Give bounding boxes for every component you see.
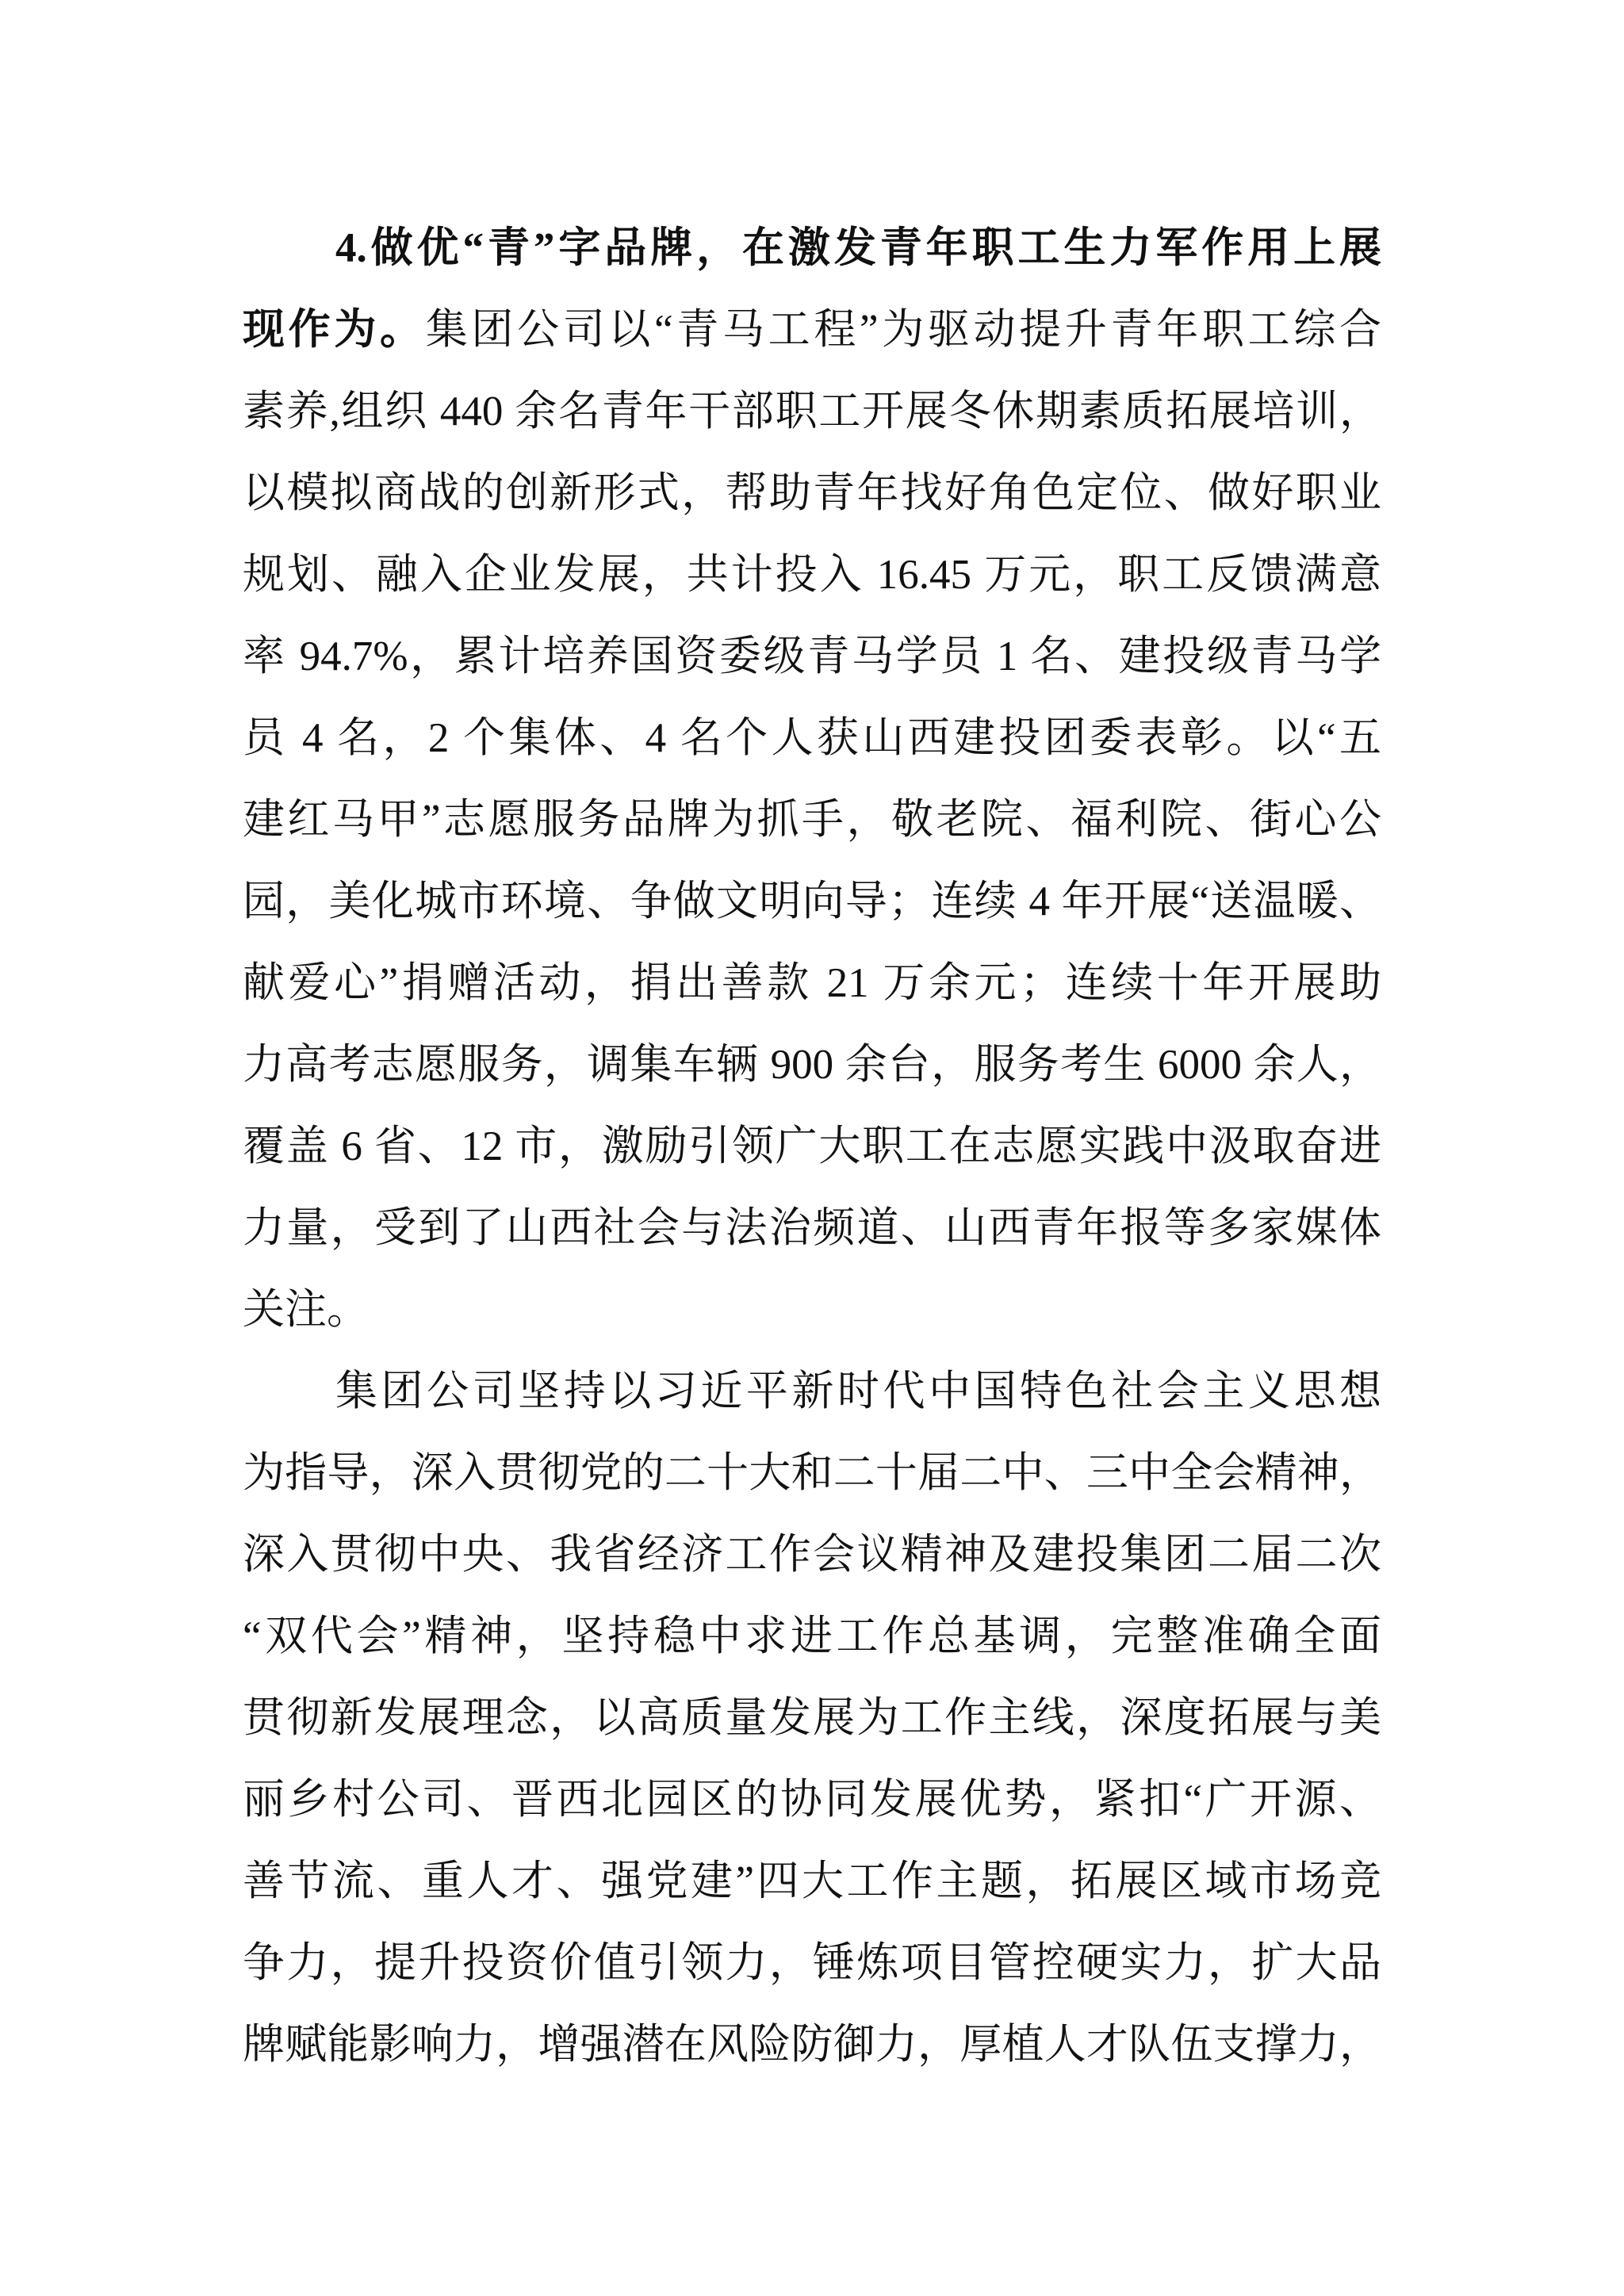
text-segment: 率 94.7%，累计培养国资委级青马学员 1 名、建投级青马学 — [243, 633, 1381, 679]
text-line — [243, 208, 1381, 289]
text-line — [243, 2004, 1381, 2086]
text-segment: 争力，提升投资价值引领力，锤炼项目管控硬实力，扩大品 — [243, 1940, 1381, 1986]
text-line — [243, 1678, 1381, 1759]
text-line — [243, 1433, 1381, 1514]
text-line — [243, 1759, 1381, 1841]
text-segment: 力量，受到了山西社会与法治频道、山西青年报等多家媒体 — [243, 1205, 1381, 1251]
text-segment: 力高考志愿服务，调集车辆 900 余台，服务考生 6000 余人， — [243, 1042, 1381, 1088]
text-line — [243, 698, 1381, 779]
text-segment: 善节流、重人才、强党建”四大工作主题，拓展区域市场竞 — [243, 1858, 1381, 1904]
text-segment: 深入贯彻中央、我省经济工作会议精神及建投集团二届二次 — [243, 1532, 1381, 1578]
text-line — [243, 289, 1381, 371]
text-segment: 员 4 名，2 个集体、4 名个人获山西建投团委表彰。以“五 — [243, 715, 1381, 761]
text-line — [243, 1188, 1381, 1269]
text-segment: “双代会”精神，坚持稳中求进工作总基调，完整准确全面 — [243, 1613, 1381, 1659]
text-line — [243, 1351, 1381, 1433]
text-line — [243, 861, 1381, 943]
text-line — [243, 779, 1381, 861]
text-line — [243, 453, 1381, 534]
text-segment: 现作为。 — [243, 307, 426, 353]
text-line — [243, 943, 1381, 1024]
text-line — [243, 616, 1381, 698]
text-segment: 牌赋能影响力，增强潜在风险防御力，厚植人才队伍支撑力， — [243, 2022, 1381, 2068]
text-segment: 为指导，深入贯彻党的二十大和二十届二中、三中全会精神， — [243, 1450, 1381, 1496]
document-body — [243, 208, 1381, 2086]
text-segment: 集团公司坚持以习近平新时代中国特色社会主义思想 — [335, 1368, 1381, 1414]
text-segment: 献爱心”捐赠活动，捐出善款 21 万余元；连续十年开展助 — [243, 960, 1381, 1006]
text-line — [243, 1514, 1381, 1596]
text-line — [243, 1923, 1381, 2004]
text-line — [243, 1596, 1381, 1678]
text-segment: 覆盖 6 省、12 市，激励引领广大职工在志愿实践中汲取奋进 — [243, 1123, 1381, 1169]
text-segment: 关注。 — [243, 1287, 369, 1333]
text-segment: 以模拟商战的创新形式，帮助青年找好角色定位、做好职业 — [243, 470, 1381, 516]
text-line — [243, 1841, 1381, 1923]
text-segment: 4.做优“青”字品牌，在激发青年职工生力军作用上展 — [335, 225, 1381, 271]
text-segment: 建红马甲”志愿服务品牌为抓手，敬老院、福利院、街心公 — [243, 797, 1381, 843]
text-line — [243, 1269, 1381, 1351]
text-segment: 园，美化城市环境、争做文明向导；连续 4 年开展“送温暖、 — [243, 878, 1381, 924]
text-segment: 集团公司以“青马工程”为驱动提升青年职工综合 — [425, 307, 1381, 353]
text-segment: 丽乡村公司、晋西北园区的协同发展优势，紧扣“广开源、 — [243, 1777, 1381, 1823]
text-line — [243, 534, 1381, 616]
text-segment: 贯彻新发展理念，以高质量发展为工作主线，深度拓展与美 — [243, 1695, 1381, 1741]
text-segment: 素养,组织 440 余名青年干部职工开展冬休期素质拓展培训， — [243, 388, 1381, 434]
text-segment: 规划、融入企业发展，共计投入 16.45 万元，职工反馈满意 — [243, 552, 1381, 598]
text-line — [243, 1106, 1381, 1188]
text-line — [243, 1024, 1381, 1106]
text-line — [243, 371, 1381, 453]
